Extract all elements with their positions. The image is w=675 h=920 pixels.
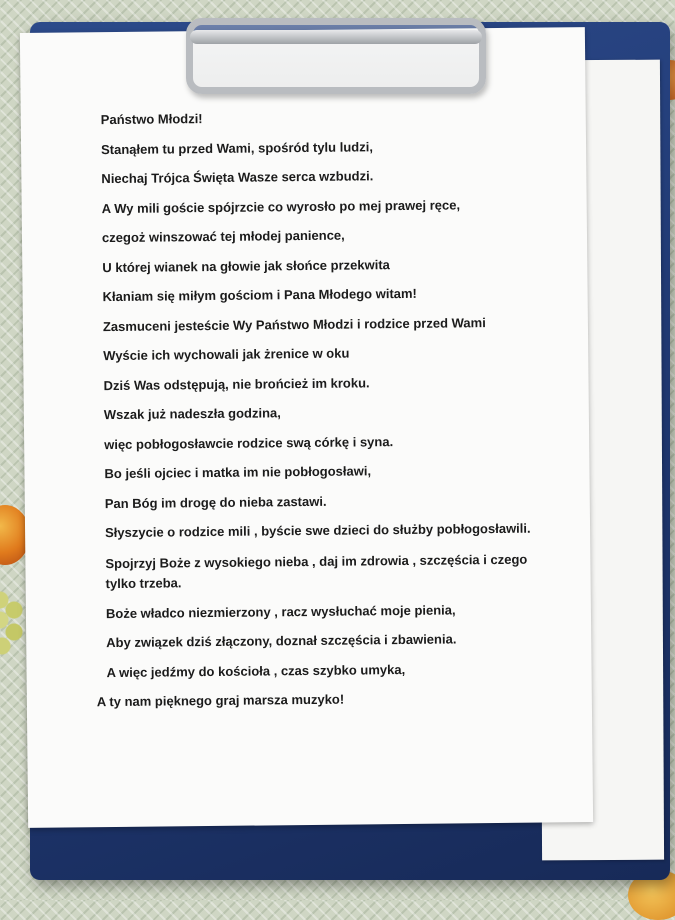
poem-line: Pan Bóg im drogę do nieba zastawi. [104,493,327,512]
poem-line: Stanąłem tu przed Wami, spośród tylu ludzi, [101,139,373,158]
poem-sheet [20,27,593,828]
poem-line: Wszak już nadeszła godzina, [103,405,281,423]
poem-line: Bo jeśli ojciec i matka im nie pobłogosławi, [104,463,372,482]
poem-line: Niechaj Trójca Święta Wasze serca wzbudzi. [101,168,374,187]
poem-line: czegoż winszować tej młodej panience, [101,227,345,246]
poem-line: Dziś Was odstępują, nie brońcież im kroku. [103,375,370,394]
poem-line: Słyszycie o rodzice mili , byście swe dzieci do służby pobłogosławili. [105,520,531,541]
poem-line: U której wianek na głowie jak słońce przekwita [102,257,390,276]
poem-line: Zasmuceni jesteście Wy Państwo Młodzi i rodzice przed Wami [102,315,486,335]
poem-line: A ty nam pięknego graj marsza muzyko! [96,691,345,710]
poem-line: Spojrzyj Boże z wysokiego nieba , daj im zdrowia , szczęścia i czego [105,551,528,572]
clip-bar [190,30,482,44]
grapes-background [0,590,24,660]
poem-line: Kłaniam się miłym gościom i Pana Młodego witam! [102,285,417,305]
poem-line: tylko trzeba. [105,575,182,592]
poem-line: Boże władco niezmierzony , racz wysłuchać moje pienia, [105,602,456,622]
poem-line: Wyście ich wychowali jak żrenice w oku [103,345,350,364]
poem-line: A Wy mili goście spójrzcie co wyrosło po mej prawej ręce, [101,197,461,217]
poem-line: A więc jedźmy do kościoła , czas szybko umyka, [106,661,406,681]
poem-title: Państwo Młodzi! [100,111,203,128]
poem-line: więc pobłogosławcie rodzice swą córkę i syna. [104,434,394,453]
poem-line: Aby związek dziś złączony, doznał szczęścia i zbawienia. [106,631,457,651]
